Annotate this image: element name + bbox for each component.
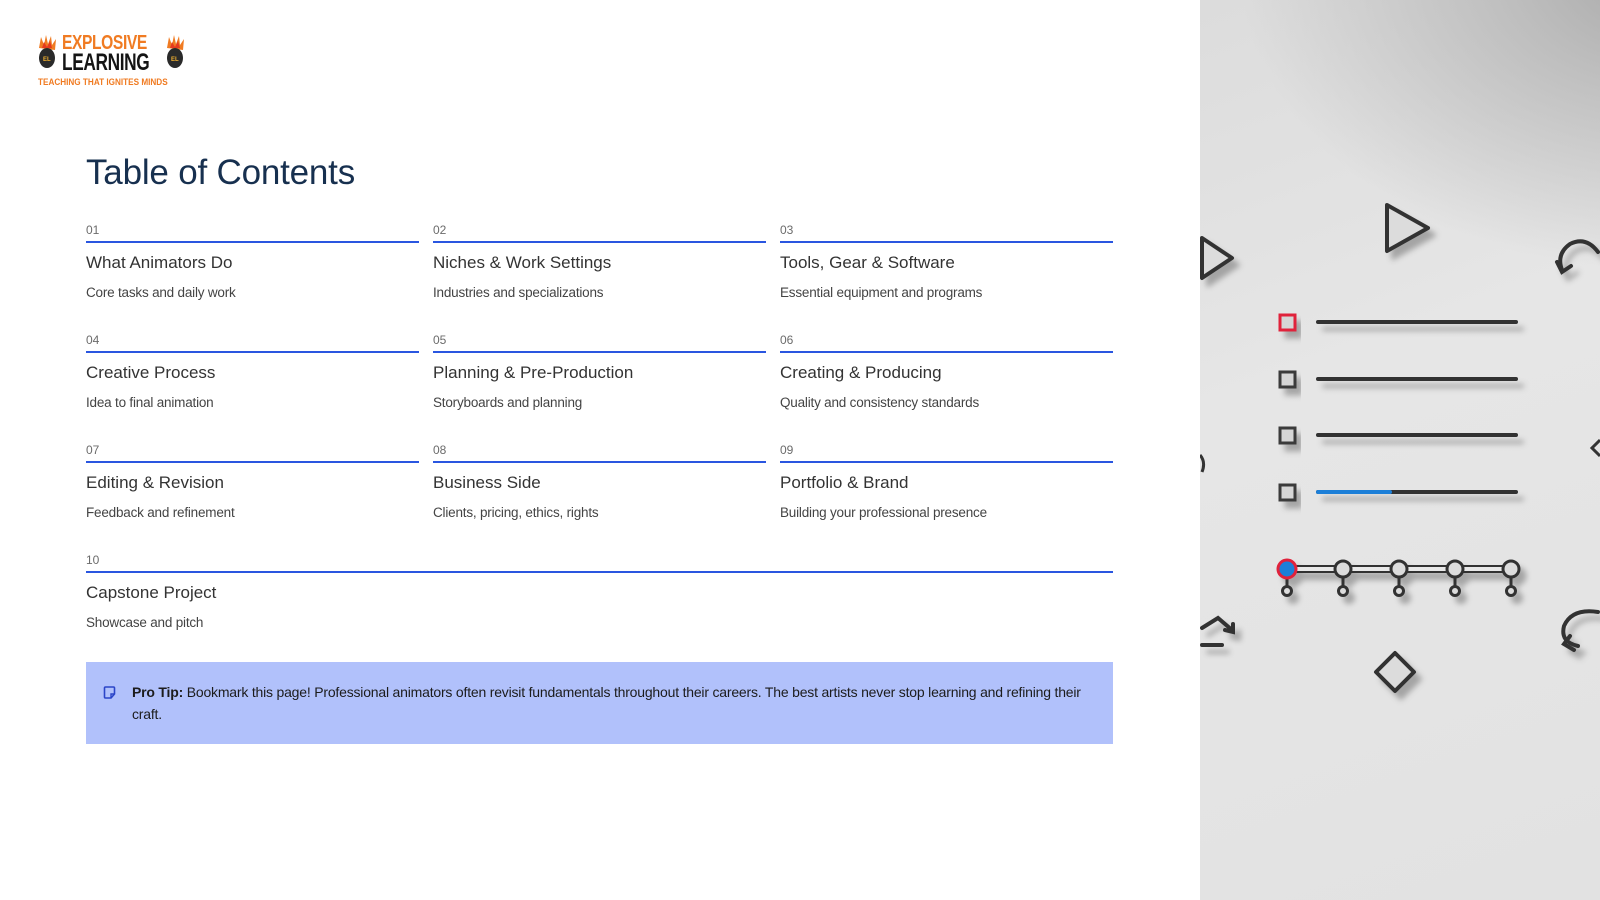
toc-item[interactable] [86,332,419,411]
diamond-icon [1376,653,1414,691]
toc-item-number: 09 [780,443,794,457]
toc-item-title: Capstone Project [86,583,217,602]
play-triangle-icon [1387,205,1428,251]
toc-item-number: 02 [433,223,447,237]
toc-item-title: Niches & Work Settings [433,253,612,272]
paper-icons-illustration [1200,0,1600,900]
toc-item-number: 08 [433,443,447,457]
toc-item[interactable] [433,332,766,411]
flame-head-icon [36,34,58,70]
toc-item-title: Creating & Producing [780,363,942,382]
toc-divider [780,461,1113,463]
toc-item-title: Editing & Revision [86,473,224,492]
toc-item-description: Building your professional presence [780,505,987,520]
toc-item-number: 07 [86,443,100,457]
toc-item-number: 10 [86,553,100,567]
toc-item-description: Storyboards and planning [433,395,583,410]
toc-row [86,552,1113,662]
toc-item[interactable] [780,332,1113,411]
toc-item-description: Industries and specializations [433,285,604,300]
toc-divider [86,571,1113,573]
pro-tip-body: Bookmark this page! Professional animators often revisit fundamentals throughout their careers. The best artists never stop learning and refining their craft. [132,684,1081,722]
toc-item-number: 06 [780,333,794,347]
toc-divider [86,351,419,353]
toc-item-description: Feedback and refinement [86,505,235,520]
toc-divider [86,241,419,243]
toc-item-number: 05 [433,333,447,347]
toc-item-title: Planning & Pre-Production [433,363,634,382]
play-triangle-icon [1202,238,1232,278]
decorative-image-panel [1200,0,1600,900]
toc-item-number: 01 [86,223,100,237]
logo-tagline: TEACHING THAT IGNITES MINDS [38,77,168,88]
pro-tip-label: Pro Tip: [132,684,184,700]
toc-item-number: 03 [780,223,794,237]
toc-item[interactable] [433,442,766,521]
toc-item-description: Clients, pricing, ethics, rights [433,505,599,520]
toc-item-description: Idea to final animation [86,395,214,410]
pro-tip-callout [86,662,1113,744]
sticky-note-icon [103,686,116,699]
logo-word-explosive: EXPLOSIVE [62,32,147,54]
toc-row [86,332,1113,442]
timeline-node-active [1278,560,1296,578]
checkbox-icon [1280,485,1295,500]
toc-item-description: Core tasks and daily work [86,285,236,300]
timeline-node [1447,561,1463,577]
toc-divider [433,351,766,353]
toc-divider [86,461,419,463]
toc-divider [433,241,766,243]
toc-row [86,442,1113,552]
timeline-node [1391,561,1407,577]
toc-divider [780,351,1113,353]
toc-item-title: What Animators Do [86,253,233,272]
pro-tip-text [132,681,1083,725]
toc-row [86,222,1113,332]
checkbox-icon [1280,315,1295,330]
checkbox-icon [1280,428,1295,443]
toc-item[interactable] [433,222,766,301]
toc-item-description: Showcase and pitch [86,615,204,630]
toc-item-title: Creative Process [86,363,216,382]
toc-divider [780,241,1113,243]
flame-head-icon [164,34,186,70]
toc-item-description: Essential equipment and programs [780,285,983,300]
toc-item-title: Business Side [433,473,541,492]
toc-item-description: Quality and consistency standards [780,395,980,410]
table-of-contents [86,222,1113,662]
svg-text:EL: EL [171,57,179,63]
rotate-arrow-icon [1560,241,1598,270]
toc-item-title: Portfolio & Brand [780,473,909,492]
toc-item[interactable] [780,442,1113,521]
toc-item[interactable] [86,442,419,521]
svg-text:EL: EL [43,57,51,63]
toc-item-number: 04 [86,333,100,347]
toc-item[interactable] [86,552,1113,631]
toc-divider [433,461,766,463]
brand-logo [34,32,190,92]
page-title: Table of Contents [86,153,355,192]
logo-word-learning: LEARNING [62,49,150,76]
toc-item[interactable] [86,222,419,301]
toc-item[interactable] [780,222,1113,301]
checkbox-icon [1280,372,1295,387]
swap-arrow-icon [1202,618,1232,630]
timeline-node [1503,561,1519,577]
timeline-node [1335,561,1351,577]
toc-item-title: Tools, Gear & Software [780,253,955,272]
